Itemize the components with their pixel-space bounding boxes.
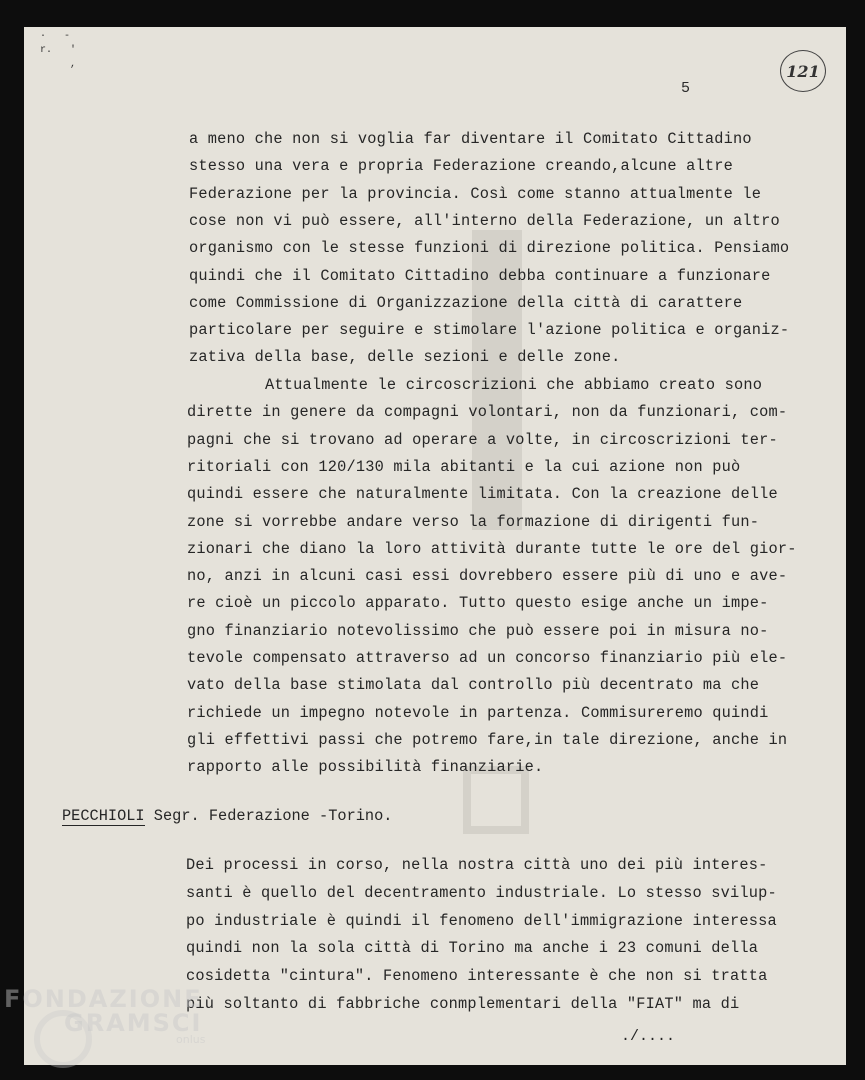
continuation-mark: ./.... — [621, 1028, 676, 1045]
watermark-logo — [4, 985, 205, 1046]
text-line: quindi non la sola città di Torino ma anche i 23 comuni della — [186, 939, 759, 958]
text-line: quindi che il Comitato Cittadino debba continuare a funzionare — [189, 266, 771, 285]
text-line: stesso una vera e propria Federazione creando,alcune altre — [189, 157, 734, 176]
text-line: vato della base stimolata dal controllo più decentrato ma che — [187, 676, 760, 695]
text-line: ritoriali con 120/130 mila abitanti e la cui azione non può — [187, 457, 741, 476]
text-line: quindi essere che naturalmente limitata. Con la creazione delle — [187, 485, 778, 504]
text-line: a meno che non si voglia far diventare il Comitato Cittadino — [189, 130, 752, 148]
watermark-line-2: GRAMSCI — [64, 1009, 203, 1037]
text-line: gli effettivi passi che potremo fare,in tale direzione, anche in — [187, 730, 788, 749]
text-line: rapporto alle possibilità finanziarie. — [187, 758, 544, 777]
archive-stamp: 121 — [780, 50, 826, 92]
text-line: come Commissione di Organizzazione della città di carattere — [189, 293, 743, 312]
watermark-line-3: onlus — [176, 1033, 206, 1046]
text-line: zionari che diano la loro attività durante tutte le ore del gior- — [187, 539, 797, 558]
margin-marks: · - r. ' , — [40, 31, 77, 70]
speaker-name: PECCHIOLI — [62, 807, 145, 825]
text-line: re cioè un piccolo apparato. Tutto questo esige anche un impe- — [187, 594, 769, 613]
text-line: po industriale è quindi il fenomeno dell'immigrazione interessa — [186, 911, 777, 930]
text-line: più soltanto di fabbriche conmplementari della "FIAT" ma di — [186, 995, 740, 1013]
text-line: no, anzi in alcuni casi essi dovrebbero essere più di uno e ave- — [187, 567, 788, 586]
text-line: richiede un impegno notevole in partenza. Commisureremo quindi — [187, 703, 769, 722]
page-number: 5 — [681, 80, 691, 97]
text-line: zone si vorrebbe andare verso la formazione di dirigenti fun- — [187, 512, 760, 531]
text-line: Attualmente le circoscrizioni che abbiamo creato sono — [265, 376, 763, 394]
speaker-role: Segr. Federazione -Torino. — [144, 807, 393, 825]
speaker-heading — [62, 807, 392, 825]
text-line: santi è quello del decentramento industriale. Lo stesso svilup- — [186, 883, 777, 902]
text-line: cosidetta "cintura". Fenomeno interessante è che non si tratta — [186, 967, 768, 986]
text-line: Federazione per la provincia. Così come stanno attualmente le — [189, 184, 762, 203]
text-line: tevole compensato attraverso ad un concorso finanziario più ele- — [187, 649, 788, 667]
text-line: organismo con le stesse funzioni di direzione politica. Pensiamo — [189, 239, 790, 258]
text-line: zativa della base, delle sezioni e delle zone. — [189, 348, 621, 367]
text-line: cose non vi può essere, all'interno della Federazione, un altro — [189, 211, 780, 230]
text-line: Dei processi in corso, nella nostra città uno dei più interes- — [186, 856, 768, 874]
text-line: particolare per seguire e stimolare l'azione politica e organiz- — [189, 321, 790, 340]
text-line: dirette in genere da compagni volontari, non da funzionari, com- — [187, 403, 788, 422]
text-line: pagni che si trovano ad operare a volte, in circoscrizioni ter- — [187, 430, 778, 449]
text-line: gno finanziario notevolissimo che può essere poi in misura no- — [187, 621, 769, 640]
watermark-line-1: FONDAZIONE — [4, 985, 203, 1013]
